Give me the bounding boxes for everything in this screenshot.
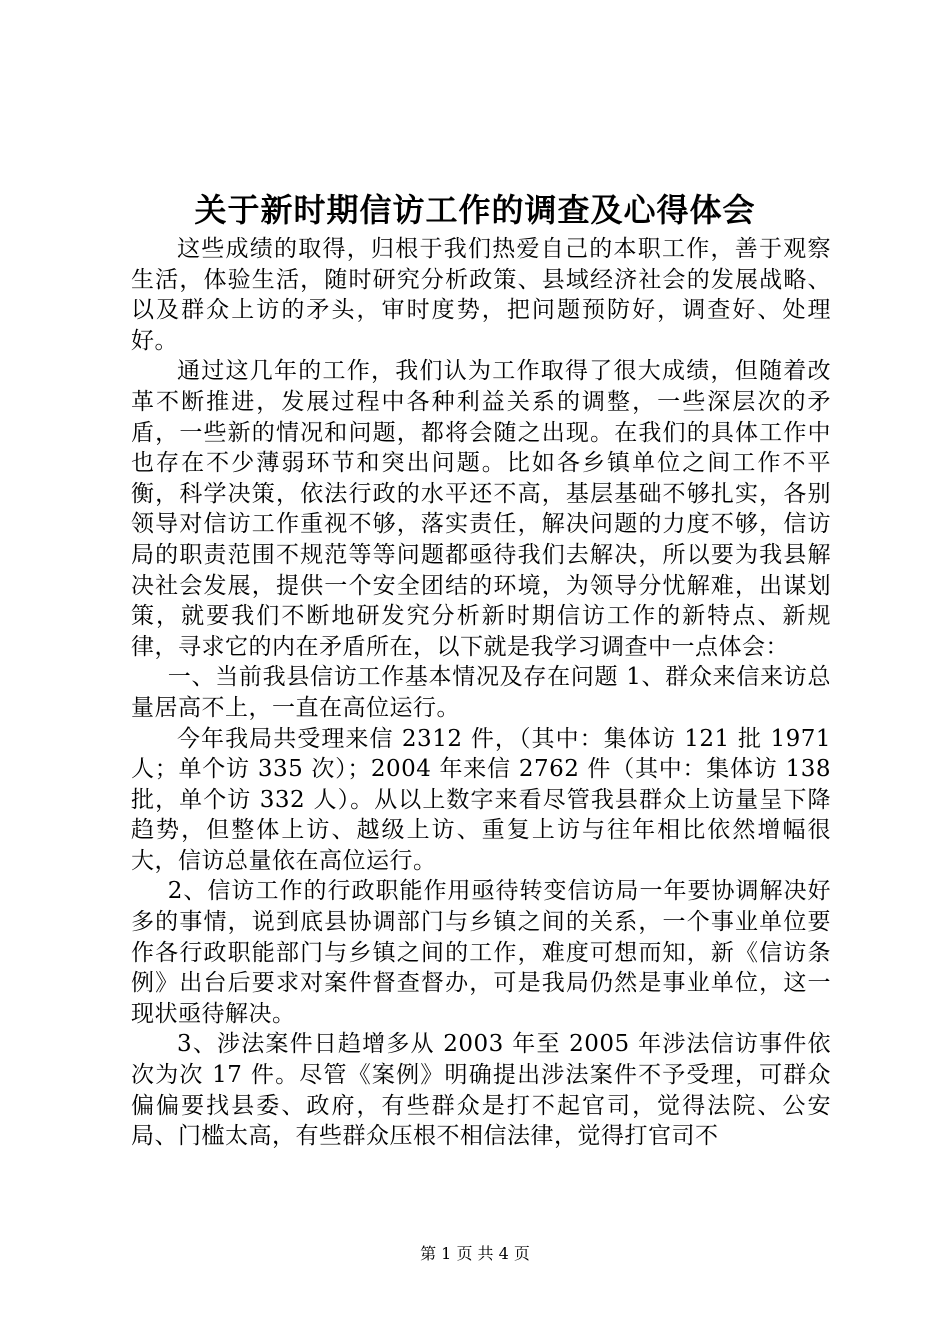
paragraph-section-one: 一、当前我县信访工作基本情况及存在问题 1、群众来信来访总量居高不上，一直在高位运行。 [131, 664, 831, 721]
paragraph-administrative-function: 2、信访工作的行政职能作用亟待转变信访局一年要协调解决好多的事情，说到底县协调部门与乡镇之间的关系，一个事业单位要作各行政职能部门与乡镇之间的工作，难度可想而知，新《信访条例》出台后要求对案件督查督办，可是我局仍然是事业单位，这一现状亟待解决。 [131, 878, 831, 1027]
paragraph-problems-overview: 通过这几年的工作，我们认为工作取得了很大成绩，但随着改革不断推进，发展过程中各种利益关系的调整，一些深层次的矛盾，一些新的情况和问题，都将会随之出现。在我们的具体工作中也存在不少薄弱环节和突出问题。比如各乡镇单位之间工作不平衡，科学决策，依法行政的水平还不高，基层基础不够扎实，各别领导对信访工作重视不够，落实责任，解决问题的力度不够，信访局的职责范围不规范等等问题都亟待我们去解决，所以要为我县解决社会发展，提供一个安全团结的环境，为领导分忧解难，出谋划策，就要我们不断地研发究分析新时期信访工作的新特点、新规律，寻求它的内在矛盾所在，以下就是我学习调查中一点体会： [131, 358, 831, 660]
document-title: 关于新时期信访工作的调查及心得体会 [194, 191, 756, 229]
document-body [131, 234, 831, 1152]
paragraph-statistics: 今年我局共受理来信 2312 件，（其中：集体访 121 批 1971 人；单个访 335 次）；2004 年来信 2762 件（其中：集体访 138 批，单个访 332 人）。从以上数字来看尽管我县群众上访量呈下降趋势，但整体上访、越级上访、重复上访与往年相比依然增幅很大，信访总量依在高位运行。 [131, 725, 831, 874]
page-footer: 第 1 页 共 4 页 [420, 1244, 530, 1263]
paragraph-achievements: 这些成绩的取得，归根于我们热爱自己的本职工作，善于观察生活，体验生活，随时研究分析政策、县域经济社会的发展战略、以及群众上访的矛头，审时度势，把问题预防好，调查好、处理好。 [131, 236, 831, 354]
paragraph-legal-cases: 3、涉法案件日趋增多从 2003 年至 2005 年涉法信访事件依次为次 17 件。尽管《案例》明确提出涉法案件不予受理，可群众偏偏要找县委、政府，有些群众是打不起官司，觉得法院、公安局、门槛太高，有些群众压根不相信法律，觉得打官司不 [131, 1031, 831, 1150]
